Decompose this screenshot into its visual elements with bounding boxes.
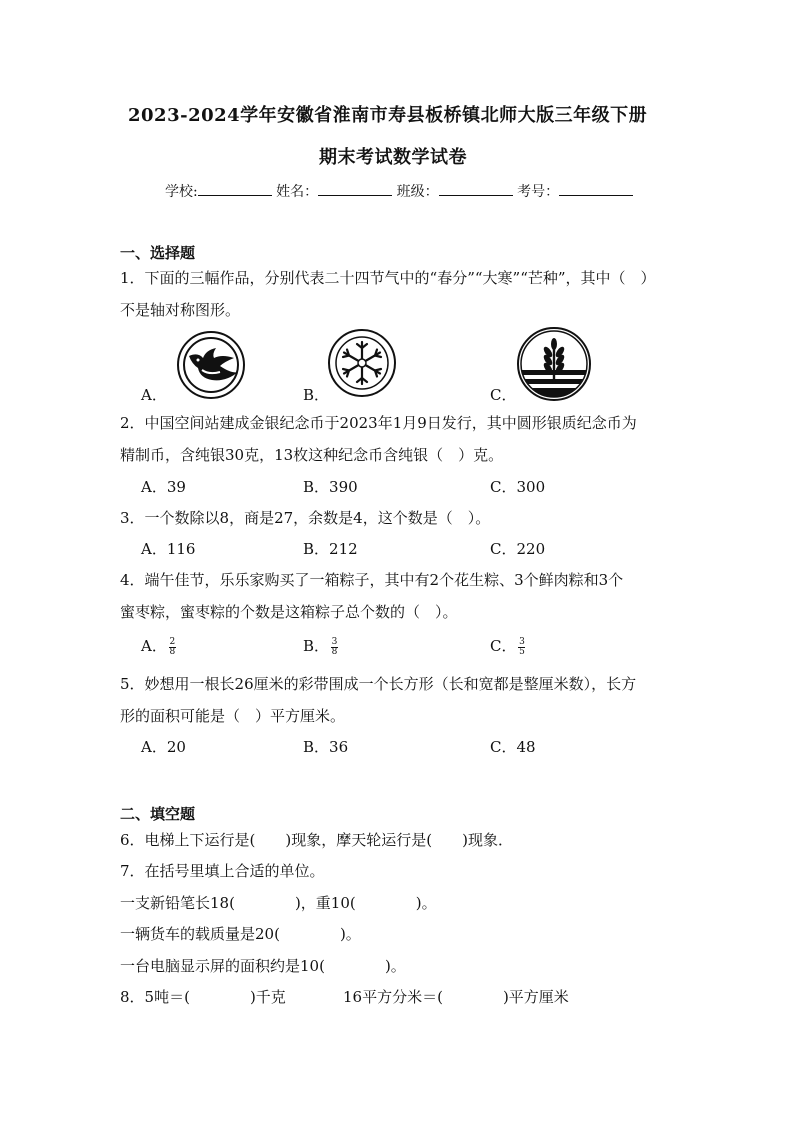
- name-label: 姓名：: [276, 184, 319, 200]
- q4-option-a-prefix: A．: [141, 637, 167, 655]
- school-label: 学校:: [165, 184, 198, 200]
- q8-part2: 16平方分米＝( )平方厘米: [343, 988, 569, 1006]
- exam-number-field[interactable]: [559, 181, 633, 196]
- section-title-choice: 一、选择题: [120, 244, 196, 262]
- q1-option-b[interactable]: B．: [303, 386, 330, 404]
- q4-line2: 蜜枣粽，蜜枣粽的个数是这箱粽子总个数的（ ）。: [120, 603, 458, 621]
- q3-line1: 3．一个数除以8，商是27，余数是4，这个数是（ ）。: [120, 509, 491, 527]
- q2-option-a[interactable]: A．39: [141, 478, 186, 496]
- class-field[interactable]: [439, 181, 513, 196]
- section-title-fill-blank: 二、填空题: [120, 805, 196, 823]
- q4-option-c-prefix: C．: [490, 637, 517, 655]
- q4-option-b[interactable]: [303, 637, 338, 657]
- q3-option-a[interactable]: A．116: [141, 540, 196, 558]
- page-title-line2: 期末考试数学试卷: [319, 147, 467, 168]
- q5-option-b[interactable]: B．36: [303, 738, 349, 756]
- q3-option-c[interactable]: C．220: [490, 540, 546, 558]
- q1-line1: 1．下面的三幅作品，分别代表二十四节气中的“春分”“大寒”“芒种”，其中（ ）: [120, 269, 656, 287]
- class-label: 班级：: [396, 184, 439, 200]
- q2-line2: 精制币，含纯银30克，13枚这种纪念币含纯银（ ）克。: [120, 446, 504, 464]
- name-field[interactable]: [318, 181, 392, 196]
- fraction: [518, 638, 525, 657]
- q4-option-c[interactable]: [490, 637, 525, 657]
- q7-line2: 一支新铅笔长18( )，重10( )。: [120, 894, 437, 912]
- wheat-icon: [516, 326, 592, 402]
- q2-line1: 2．中国空间站建成金银纪念币于2023年1月9日发行，其中圆形银质纪念币为: [120, 414, 637, 432]
- fraction: [331, 638, 338, 657]
- fraction-denominator: 5: [519, 646, 525, 657]
- exam-number-label: 考号：: [517, 184, 560, 200]
- q7-line4: 一台电脑显示屏的面积约是10( )。: [120, 957, 406, 975]
- q5-line1: 5．妙想用一根长26厘米的彩带围成一个长方形（长和宽都是整厘米数），长方: [120, 675, 637, 693]
- q1-option-c[interactable]: C．: [490, 386, 517, 404]
- page-title-line1: 2023-2024学年安徽省淮南市寿县板桥镇北师大版三年级下册: [128, 105, 648, 126]
- dove-icon: [176, 330, 246, 400]
- q4-line1: 4．端午佳节，乐乐家购买了一箱粽子，其中有2个花生粽、3个鲜肉粽和3个: [120, 571, 624, 589]
- fraction-numerator: 2: [169, 636, 176, 647]
- q7-line1: 7．在括号里填上合适的单位。: [120, 862, 325, 880]
- fraction-numerator: 3: [331, 636, 338, 647]
- fraction-denominator: 8: [331, 646, 338, 657]
- school-field[interactable]: [198, 181, 272, 196]
- q7-line3: 一辆货车的载质量是20( )。: [120, 925, 361, 943]
- q5-line2: 形的面积可能是（ ）平方厘米。: [120, 707, 346, 725]
- q4-option-b-prefix: B．: [303, 637, 330, 655]
- snowflake-icon: [327, 328, 397, 398]
- student-info-row: [165, 181, 633, 201]
- q8-part1: 8．5吨＝( )千克: [120, 988, 286, 1006]
- q5-option-c[interactable]: C．48: [490, 738, 536, 756]
- fraction-denominator: 8: [169, 646, 176, 657]
- q3-option-b[interactable]: B．212: [303, 540, 358, 558]
- q4-option-a[interactable]: [141, 637, 176, 657]
- q2-option-c[interactable]: C．300: [490, 478, 546, 496]
- q1-line2: 不是轴对称图形。: [120, 301, 241, 319]
- q1-option-a[interactable]: A．: [141, 386, 167, 404]
- fraction-numerator: 3: [519, 636, 525, 647]
- q2-option-b[interactable]: B．390: [303, 478, 358, 496]
- q6-text: 6．电梯上下运行是( )现象，摩天轮运行是( )现象．: [120, 831, 513, 849]
- fraction: [169, 638, 176, 657]
- q5-option-a[interactable]: A．20: [141, 738, 186, 756]
